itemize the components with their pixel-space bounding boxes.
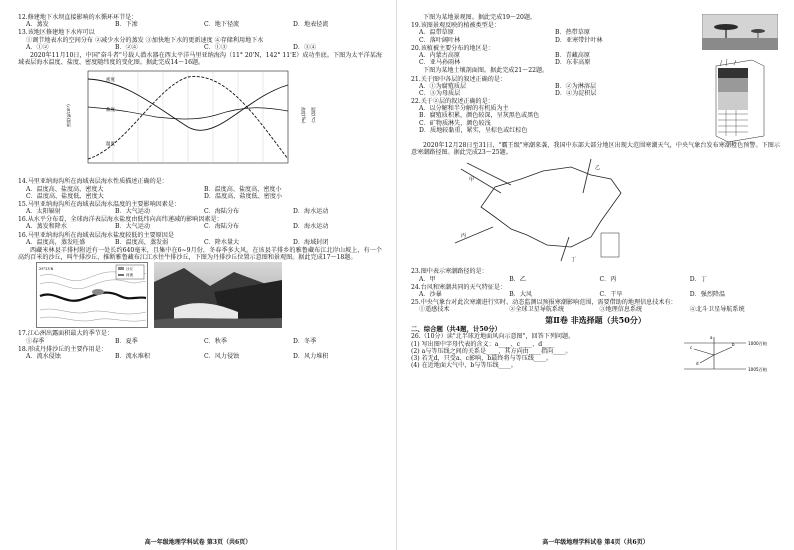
intro-19-20: 下图为某地景观图。据此完成19～20题。 [423, 14, 537, 21]
section-2-subtitle: 二、综合题（共4题，计50分） [411, 324, 502, 333]
intro-21-22: 下图为某地土壤剖面图。据此完成21～22题。 [423, 67, 549, 75]
ocean-property-chart [66, 67, 316, 177]
route-label-b: 乙 [595, 165, 601, 172]
wind-force-diagram [680, 333, 780, 375]
intro-23-25: 2020年12月28日至31日，"霸王级"寒潮来袭，我国中东部大部分地区出现大范围寒潮天气，中央气象台发布寒潮橙色预警。下图示意寒潮路径图。据此完成23～25题。 [411, 142, 780, 157]
page-footer-right: 高一年级地理学科试卷 第4页（共6页） [542, 538, 649, 546]
question-26: 26.（10分）读"北半球近地面风向示意图"，回答下列问题。 (1) 写出图中字母代表的含义：a____、c____、d____ (2) a与等压线之间的关系是____，其方向由____指向____。 (3) 若无d，只受a、c影响，b最终将与等压线____。 (4) 在近地面大气中，b与等压线____。 [411, 333, 575, 370]
salinity-label: 盐度 [106, 108, 115, 114]
savanna-photo [702, 14, 778, 50]
force-label-a: a [710, 335, 713, 341]
force-label-b: b [732, 342, 735, 348]
question-21: 21.关于图中各层的叙述正确的是： A．①为腐殖质层 B．②为淋溶层 C．③为母质层 D．④为淀积层 [411, 75, 597, 97]
question-23: 23.图中表示寒潮路径的是： A．甲 B．乙 C．丙 D．丁 [411, 268, 707, 283]
intro-14-16: 2020年11月10日，中国"奋斗者"号载人潜水器在西太平洋马里亚纳海沟（11° 20'N，142° 11'E）成功坐底。下图为太平洋某海域表层海水温度、盐度、密度随纬度的变化图。据此完成14～16题。 [18, 51, 382, 67]
temperature-label: 温度 [106, 142, 115, 148]
legend-dune: 沙丘 [126, 267, 133, 272]
intro-17-18: 西藏米林县羊排村附近有一处长约640毫米，且集中在6~9月份，冬春季多大风。在该县羊排乡的雅鲁藏布江北岸山坡上，有一个高约百米的沙丘，叫牛排沙丘，推断雅鲁藏布江江水往牛排沙丘，下图为丹排沙丘位置示意图和景观图。据此完成17～18题。 [18, 247, 382, 262]
sand-dune-marker [92, 289, 104, 295]
route-label-a: 甲 [469, 177, 475, 184]
question-12: 12.修建地下水坝直接影响的水循环环节是： A．蒸发 B．下渗 C．地下径流 D．地表径流 [18, 14, 329, 29]
force-label-d: d [696, 361, 699, 367]
figure-row [36, 262, 382, 328]
question-15: 15.马里亚纳海沟所在海域表层海水温度的主要影响因素是： A．太阳辐射 B．大气运动 C．海陆分布 D．海水运动 [18, 200, 329, 216]
question-18: 18.形成丹排沙丘的主要作用是： A．流水侵蚀 B．流水堆积 C．风力侵蚀 D．风力堆积 [18, 345, 329, 360]
question-22: 22.关于②层的叙述正确的是： A．以分解和半分解的有机质为主 B．腐殖质积累，颜色较深，呈灰黑色或黑色 C．矿物质淋失，颜色较浅 D．质地较黏重，紧实，呈棕色或红棕色 [411, 98, 540, 134]
route-label-c: 丙 [461, 233, 467, 240]
page-footer-left: 高一年级地理学科试卷 第3页（共6页） [144, 538, 252, 546]
question-13: 13.该地区修建地下水库可以 ①调节地表水的空间分布 ②减少水分的蒸发 ③加快地下水的更新速度 ④存储利用地下水 A．①② B．②④ C．①③ D．③④ [18, 29, 317, 51]
right-page [397, 0, 794, 550]
isobar-1005: 1005百帕 [748, 367, 768, 373]
question-16: 16.从水平分布看，全球海洋表层海水盐度由低纬向高纬递减的影响因素是： A．蒸发和降水 B．大气运动 C．海陆分布 D．海水运动 [18, 216, 329, 231]
question-17: 17.江心洲出露面积最大的季节是： ①春季 B．夏季 C．秋季 D．冬季 [18, 330, 317, 345]
force-label-c: c [690, 345, 693, 351]
right-axis-label-2: 温度(℃) [311, 107, 316, 123]
isobar-1000: 1000百帕 [748, 341, 768, 347]
soil-profile [712, 56, 768, 142]
left-axis-label: 密度(g/cm³) [66, 104, 71, 128]
sand-dune-photo [154, 262, 282, 328]
section-2-title: 第Ⅱ卷 非选择题（共50分） [545, 314, 646, 325]
question-19: 19.该图景观反映的植被类型是： A．温带草原 B．热带草原 C．落叶阔叶林 D．亚寒带针叶林 [411, 22, 603, 44]
cold-wave-map [451, 157, 641, 267]
legend-river: 河流 [126, 273, 133, 278]
density-label: 密度 [106, 78, 115, 84]
sand-dune-map [36, 262, 148, 328]
question-24: 24.台风和寒潮共同的天气特征是： A．沙暴 B．大风 C．干旱 D．强烈降温 [411, 283, 726, 298]
latitude-label: 29°23'N [39, 267, 54, 272]
right-axis-label: 盐度(‰) [301, 107, 306, 124]
question-25: 25.中央气象台对此次寒潮进行实时、动态监测以预报寒潮影响范围，需要借助的地理信息技术有： ①遥感技术 ②全球卫星导航系统 ③地理信息系统 ④北斗卫星导航系统 [411, 299, 745, 314]
china-outline [481, 167, 621, 247]
question-20: 20.该植被主要分布的地区是： A．内蒙古高原 B．青藏高原 C．亚马孙雨林 D．东非高原 [411, 44, 591, 67]
question-16b: 16.马里亚纳海沟所在海域表层海水盐度较低的主要原因是 A．温度高，蒸发旺盛 B．温度高，蒸发弱 C．降水量大 D．海域封闭 [18, 231, 329, 246]
question-14: 14.马里亚纳海沟所在海域表层海水性质描述正确的是： A．温度高、盐度高、密度大 B．温度高、盐度高、密度小 C．温度高、盐度低、密度大 D．温度高、盐度低、密度小 [18, 178, 283, 200]
route-label-d: 丁 [571, 257, 577, 264]
